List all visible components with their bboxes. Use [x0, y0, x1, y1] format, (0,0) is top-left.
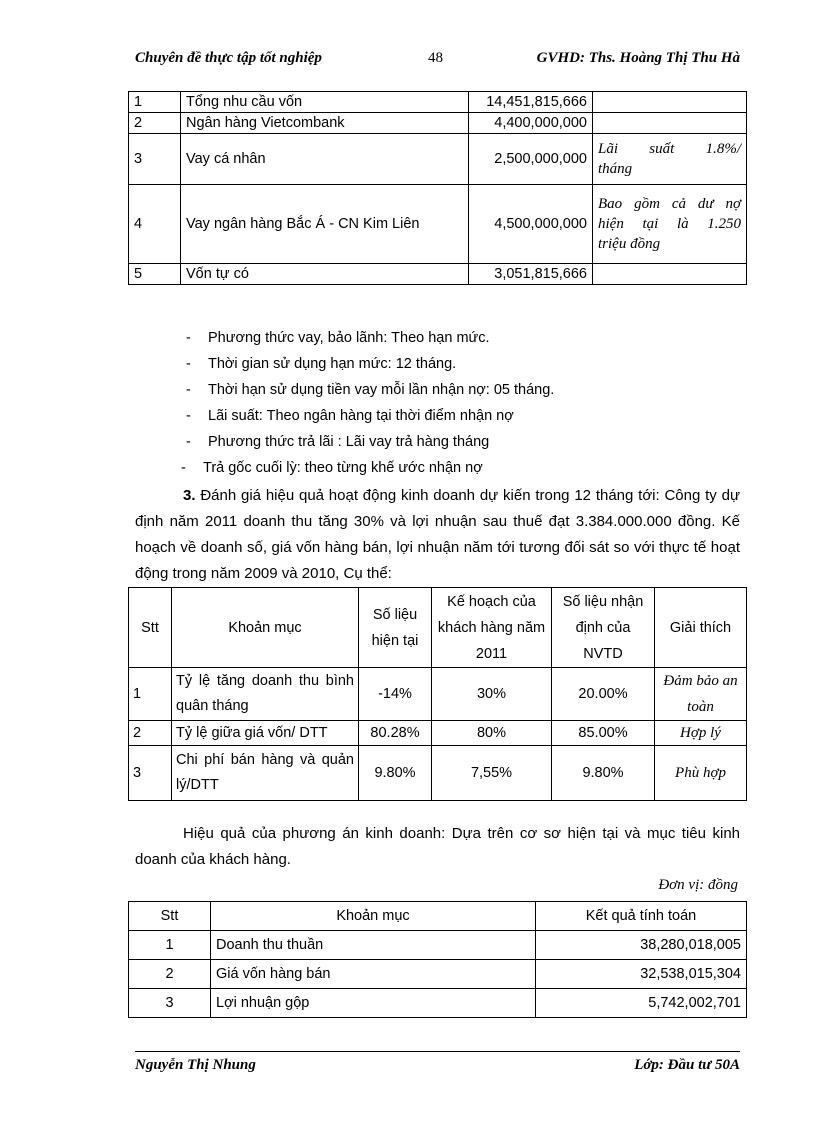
note-line: Lãi suất 1.8%/: [598, 141, 741, 157]
table-row: [129, 668, 747, 721]
row-item: Doanh thu thuần: [211, 931, 536, 960]
row-amount: 14,451,815,666: [469, 92, 593, 113]
row-note: [593, 264, 747, 285]
column-header: Stt: [129, 588, 172, 668]
row-plan: 80%: [432, 721, 552, 746]
bullet-item: - Phương thức vay, bảo lãnh: Theo hạn mức.: [186, 330, 490, 346]
row-plan: 7,55%: [432, 746, 552, 801]
row-item: Tỷ lệ giữa giá vốn/ DTT: [172, 721, 359, 746]
row-plan: 30%: [432, 668, 552, 721]
bullet-item: - Thời gian sử dụng hạn mức: 12 tháng.: [186, 356, 457, 372]
bullet-item: - Lãi suất: Theo ngân hàng tại thời điểm nhận nợ: [186, 408, 514, 424]
section-number: 3.: [183, 487, 196, 504]
capital-table: [128, 91, 747, 285]
row-value: 32,538,015,304: [536, 960, 747, 989]
table-row: [129, 989, 747, 1018]
footer-class: Lớp: Đầu tư 50A: [634, 1057, 740, 1073]
table-row: [129, 960, 747, 989]
row-item: Tỷ lệ tăng doanh thu bình quân tháng: [172, 668, 359, 721]
row-item: Tổng nhu cầu vốn: [181, 92, 469, 113]
note-line: Bao gồm cả dư nợ: [598, 196, 741, 212]
row-item: Ngân hàng Vietcombank: [181, 113, 469, 134]
note-line: triệu đồng: [598, 236, 661, 252]
row-explain: Phù hợp: [655, 746, 747, 801]
footer-divider: [135, 1051, 740, 1052]
header-supervisor: GVHD: Ths. Hoàng Thị Thu Hà: [536, 50, 740, 66]
column-header: Stt: [129, 902, 211, 931]
table-header-row: [129, 588, 747, 668]
row-note: [593, 185, 747, 264]
row-note: [593, 134, 747, 185]
column-header: Khoản mục: [211, 902, 536, 931]
footer-author: Nguyễn Thị Nhung: [135, 1057, 256, 1073]
row-amount: 3,051,815,666: [469, 264, 593, 285]
row-number: 4: [129, 185, 181, 264]
row-number: 2: [129, 721, 172, 746]
bullet-item: - Phương thức trả lãi : Lãi vay trả hàng tháng: [186, 434, 490, 450]
row-item: Giá vốn hàng bán: [211, 960, 536, 989]
efficiency-paragraph: Hiệu quả của phương án kinh doanh: Dựa trên cơ sơ hiện tại và mục tiêu kinh doanh của khách hàng.: [135, 825, 740, 868]
results-table: [128, 901, 747, 1018]
table-row: [129, 721, 747, 746]
table-row: [129, 746, 747, 801]
table-header-row: [129, 902, 747, 931]
table-row: [129, 113, 747, 134]
row-item: Vốn tự có: [181, 264, 469, 285]
column-header: Giải thích: [655, 588, 747, 668]
row-number: 3: [129, 746, 172, 801]
row-item: Chi phí bán hàng và quản lý/DTT: [172, 746, 359, 801]
column-header: Kế hoạch của khách hàng năm 2011: [432, 588, 552, 668]
row-value: 38,280,018,005: [536, 931, 747, 960]
row-explain: Hợp lý: [655, 721, 747, 746]
row-amount: 4,400,000,000: [469, 113, 593, 134]
unit-label: Đơn vị: đồng: [658, 877, 738, 893]
row-number: 1: [129, 931, 211, 960]
table-row: [129, 134, 747, 185]
row-explain: Đảm bảo an toàn: [655, 668, 747, 721]
row-number: 2: [129, 960, 211, 989]
bullet-item: - Thời hạn sử dụng tiền vay mỗi lần nhận nợ: 05 tháng.: [186, 382, 555, 398]
row-item: Vay cá nhân: [181, 134, 469, 185]
evaluation-paragraph: [135, 483, 740, 587]
row-number: 1: [129, 668, 172, 721]
column-header: Số liệu nhận định của NVTD: [552, 588, 655, 668]
evaluation-table: [128, 587, 747, 801]
note-line: hiện tại là 1.250: [598, 216, 741, 232]
row-number: 3: [129, 989, 211, 1018]
table-row: [129, 185, 747, 264]
paragraph-text: Đánh giá hiệu quả hoạt động kinh doanh dự kiến trong 12 tháng tới: Công ty dự định năm 2011 doanh thu tăng 30% và lợi nhuận sau thuế đạt 3.384.000.000 đồng. Kế hoạch về doanh số, giá vốn hàng bán, lợi nhuận năm tới tương đối sát so với thực tế hoạt động trong năm 2009 và 2010, Cụ thể:: [135, 487, 740, 582]
table-row: [129, 931, 747, 960]
row-value: 5,742,002,701: [536, 989, 747, 1018]
column-header: Kết quả tính toán: [536, 902, 747, 931]
row-current: 9.80%: [359, 746, 432, 801]
row-nvtd: 20.00%: [552, 668, 655, 721]
header-title: Chuyên đề thực tập tốt nghiệp: [135, 50, 322, 66]
bullet-item: - Trả gốc cuối lỳ: theo từng khế ước nhận nợ: [181, 460, 483, 476]
row-nvtd: 9.80%: [552, 746, 655, 801]
row-nvtd: 85.00%: [552, 721, 655, 746]
row-note: [593, 92, 747, 113]
row-note: [593, 113, 747, 134]
row-amount: 4,500,000,000: [469, 185, 593, 264]
row-number: 5: [129, 264, 181, 285]
row-current: 80.28%: [359, 721, 432, 746]
table-row: [129, 92, 747, 113]
table-row: [129, 264, 747, 285]
column-header: Khoản mục: [172, 588, 359, 668]
note-line: tháng: [598, 161, 633, 177]
row-current: -14%: [359, 668, 432, 721]
row-number: 2: [129, 113, 181, 134]
page-header: [135, 50, 740, 72]
page-number: 48: [428, 50, 443, 66]
row-item: Lợi nhuận gộp: [211, 989, 536, 1018]
row-amount: 2,500,000,000: [469, 134, 593, 185]
row-item: Vay ngân hàng Bắc Á - CN Kim Liên: [181, 185, 469, 264]
row-number: 1: [129, 92, 181, 113]
row-number: 3: [129, 134, 181, 185]
column-header: Số liệu hiện tại: [359, 588, 432, 668]
